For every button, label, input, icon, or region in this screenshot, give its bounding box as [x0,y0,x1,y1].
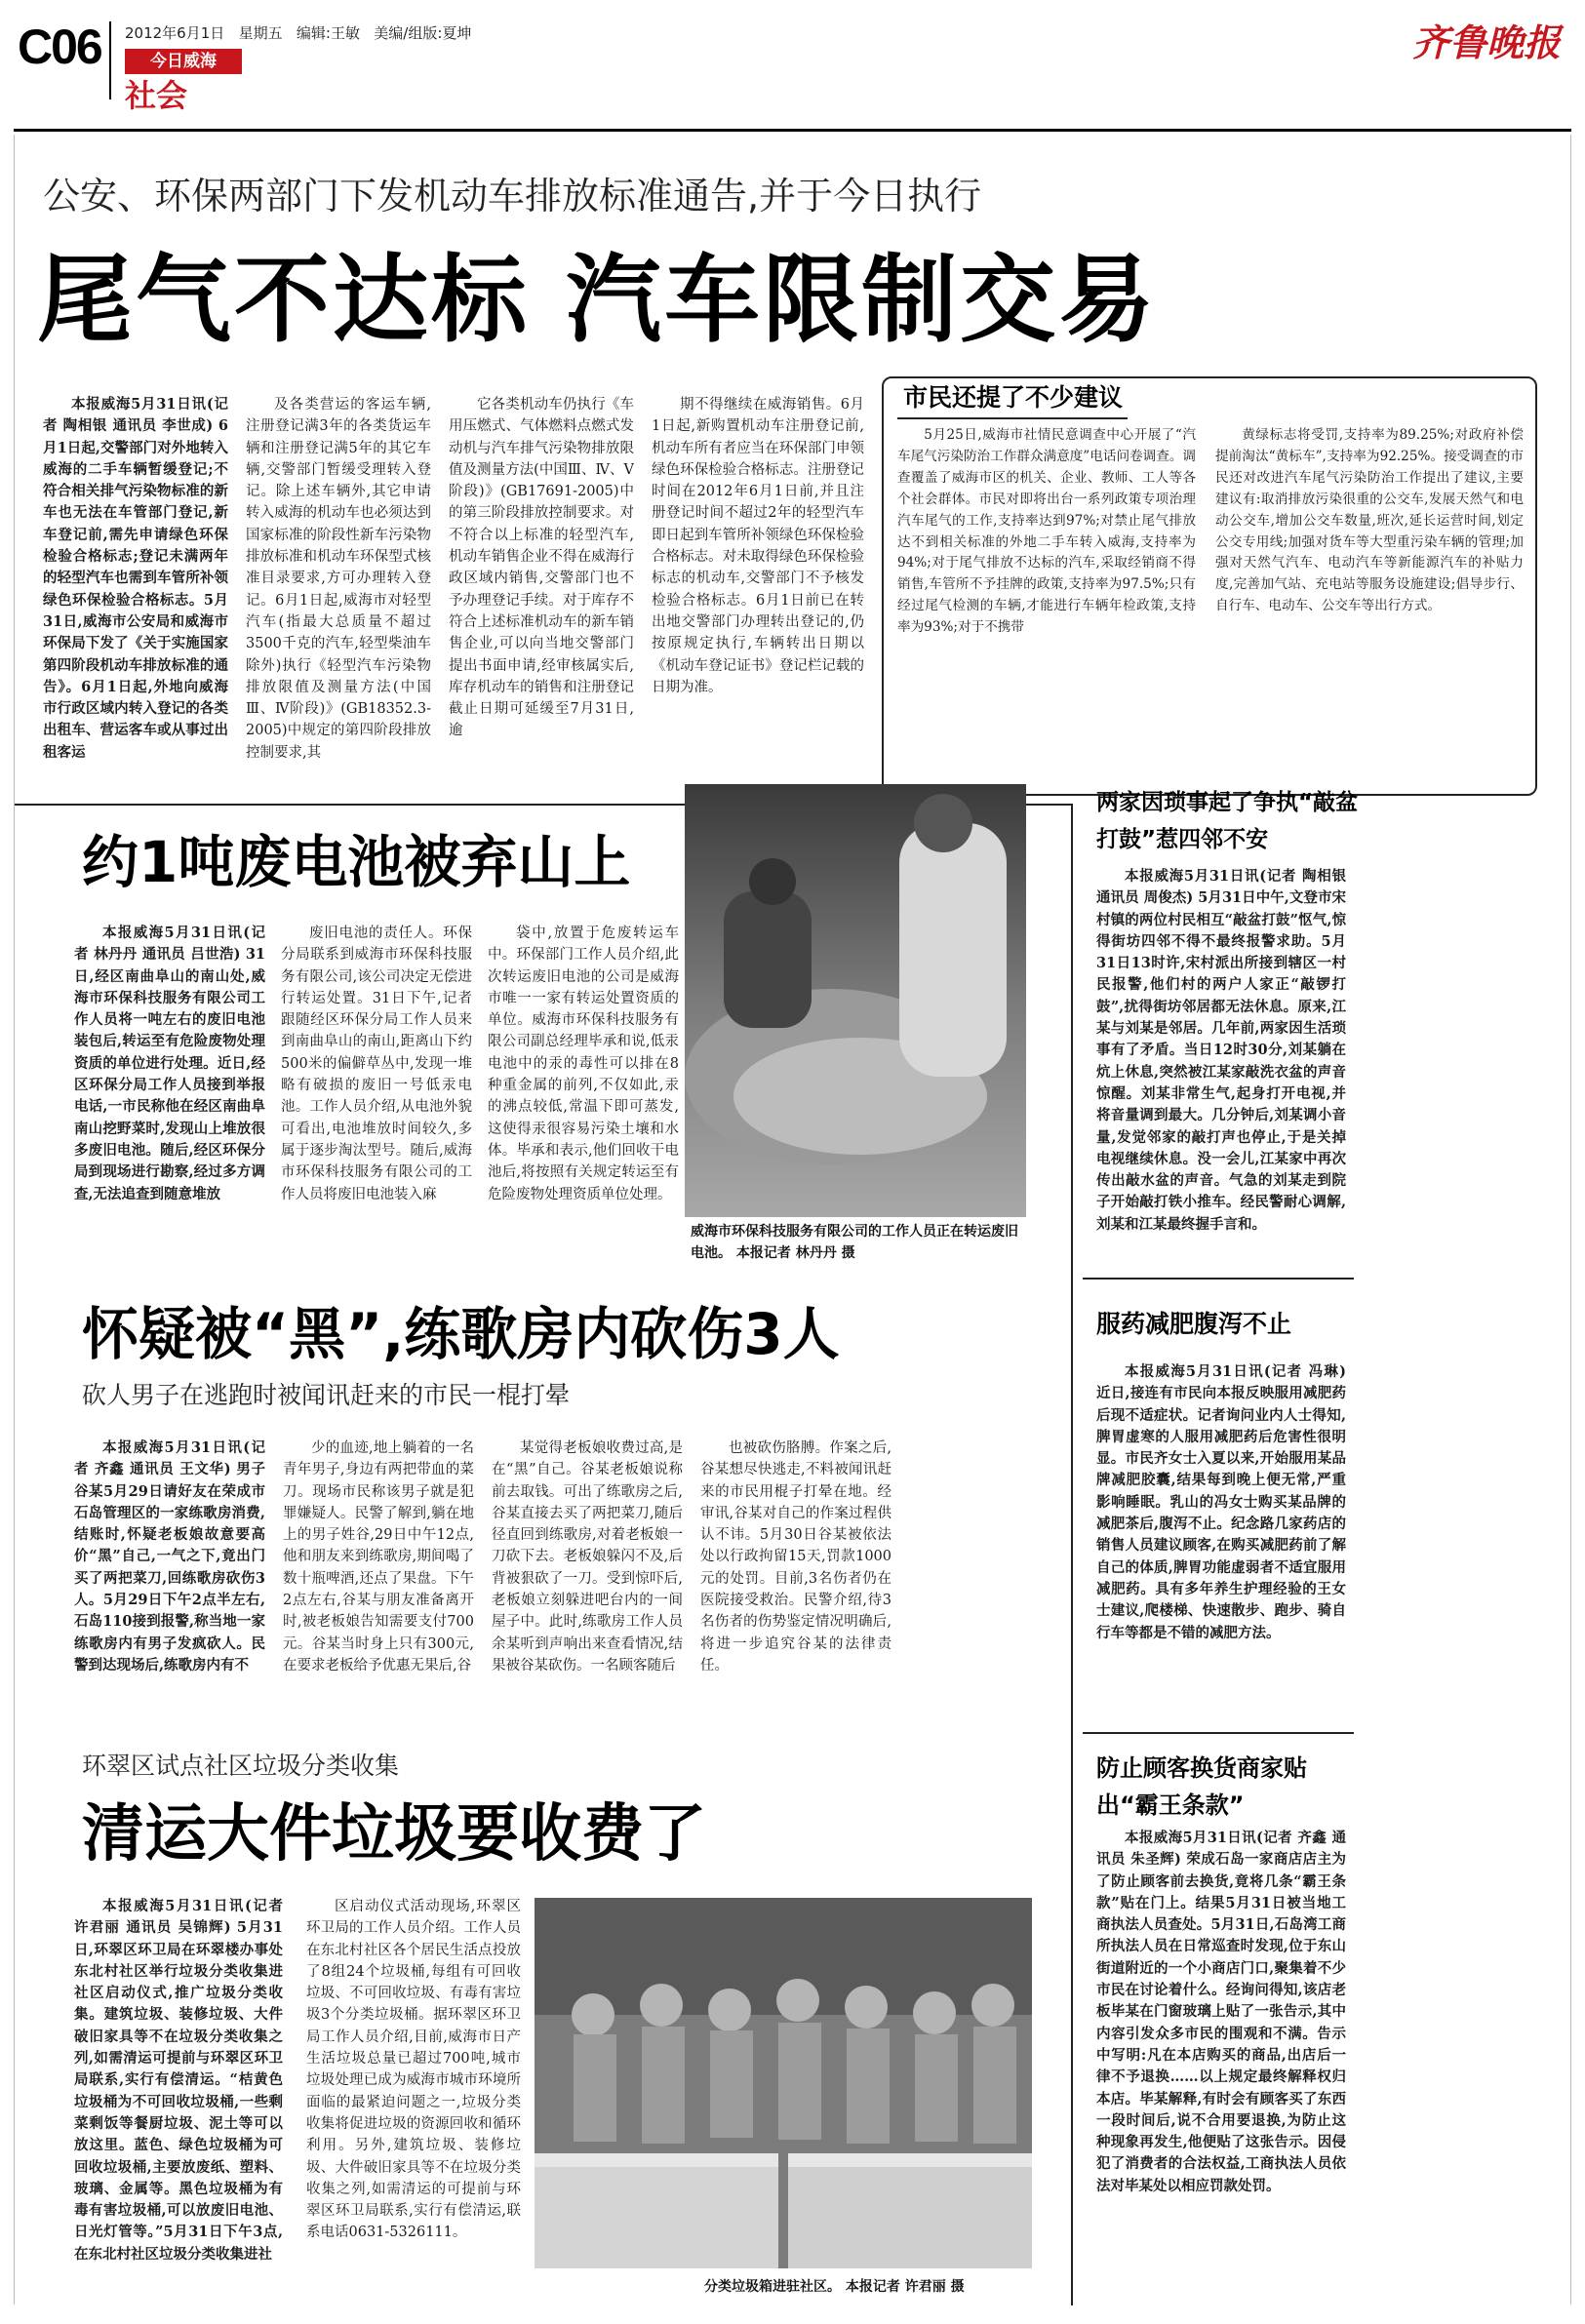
story2-column-2: 废旧电池的责任人。环保分局联系到威海市环保科技服务有限公司,该公司决定无偿进行转运处置。31日下午,记者跟随经区环保分局工作人员来到南曲阜山的南山,距离山下约500米的偏僻草丛中,发现一堆略有破损的废旧一号低汞电池。工作人员介绍,从电池外貌可看出,电池堆放时间较久,多属于逐步淘汰型号。随后,威海市环保科技服务有限公司的工作人员将废旧电池装入麻 [281,926,472,1202]
paper-logo: 齐鲁晚报 [1411,20,1561,64]
page-header [0,0,1585,125]
story2-column-3: 袋中,放置于危废转运车中。环保部门工作人员介绍,此次转运废旧电池的公司是威海市唯一一家有转运处置资质的单位。威海市环保科技服务有限公司副总经理毕承和说,低汞电池中的汞的毒性可以排在8种重金属的前列,不仅如此,汞的沸点较低,常温下即可蒸发,这使得汞很容易污染土壤和水体。毕承和表示,他们回收干电池后,将按照有关规定转运至有危险废物处理资质单位处理。 [488,926,679,1202]
story1-column-2: 及各类营运的客运车辆,注册登记满3年的各类货运车辆和注册登记满5年的其它车辆,交警部门暂缓受理转入登记。除上述车辆外,其它申请转入威海的机动车也必须达到国家标准的阶段性新车污染物排放标准和机动车环保型式核准目录要求,方可办理转入登记。6月1日起,威海市对轻型汽车(指最大总质量不超过3500千克的汽车,轻型柴油车除外)执行《轻型汽车污染物排放限值及测量方法(中国Ⅲ、Ⅳ阶段)》(GB18352.3-2005)中规定的第四阶段排放控制要求,其 [246,397,431,761]
section-name: 社会 [125,77,188,114]
battery-photo [685,784,1026,1217]
garbage-bin-photo-caption: 分类垃圾箱进驻社区。 本报记者 许君丽 摄 [704,2279,965,2295]
story4-column-2: 区启动仪式活动现场,环翠区环卫局的工作人员介绍。工作人员在东北村社区各个居民生活点投放了8组24个垃圾桶,每组有可回收垃圾、不可回收垃圾、有毒有害垃圾3个分类垃圾桶。据环翠区环卫局工作人员介绍,目前,威海市日产生活垃圾总量已超过700吨,城市垃圾处理已成为威海市城市环境所面临的最紧迫问题之一,垃圾分类收集将促进垃圾的资源回收和循环利用。另外,建筑垃圾、装修垃圾、大件破旧家具等不在垃圾分类收集之列,如需清运的可提前与环翠区环卫局联系,实行有偿清运,联系电话0631-5326111。 [306,1899,521,2241]
story1-column-3: 它各类机动车仍执行《车用压燃式、气体燃料点燃式发动机与汽车排气污染物排放限值及测量方法(中国Ⅲ、Ⅳ、Ⅴ阶段)》(GB17691-2005)中的第三阶段排放控制要求。对不符合以上标准的轻型汽车,机动车销售企业不得在威海行政区域内销售,交警部门也不予办理登记手续。对于库存不符合上述标准机动车的新车销售企业,可以向当地交警部门提出书面申请,经审核属实后,库存机动车的销售和注册登记截止日期可延缓至7月31日,逾 [449,397,634,739]
page-number: C06 [18,20,101,74]
story3-subhead: 砍人男子在逃跑时被闻讯赶来的市民一棍打晕 [82,1381,571,1409]
sidebar-suggestions-col1: 5月25日,威海市社情民意调查中心开展了“汽车尾气污染防治工作群众满意度”电话问卷调查。调查覆盖了威海市区的机关、企业、教师、工人等各个社会群体。市民对即将出台一系列政策专项治理汽车尾气的工作,支持率达到97%;对禁止尾气排放达不到相关标准的外地二手车转入威海,支持率为94%;对于尾气排放不达标的汽车,采取经销商不得销售,车管所不予挂牌的政策,支持率为97.5%;只有经过尾气检测的车辆,才能进行车辆年检政策,支持率为93%;对于不携带 [897,427,1196,636]
sidebar-suggestions-title: 市民还提了不少建议 [903,383,1124,412]
section-tag: 今日威海 [125,49,242,74]
story4-kicker: 环翠区试点社区垃圾分类收集 [82,1752,400,1780]
header-designer: 美编/组版:夏坤 [374,24,472,42]
sidebar-diet-bottom-rule [1083,1732,1354,1734]
sidebar-overlord-headline: 防止顾客换货商家贴出“霸王条款” [1096,1754,1307,1819]
battery-photo-image [685,784,1026,1217]
story2-headline: 约1吨废电池被弃山上 [82,829,631,895]
story3-headline: 怀疑被“黑”,练歌房内砍伤3人 [82,1301,840,1367]
story1-kicker: 公安、环保两部门下发机动车排放标准通告,并于今日执行 [43,175,982,217]
sidebar-diet-headline: 服药减肥腹泻不止 [1096,1310,1292,1338]
sidebar-overlord-body: 本报威海5月31日讯(记者 齐鑫 通讯员 朱圣辉) 荣成石岛一家商店店主为了防止顾客前去换货,竟将几条“霸王条款”贴在门上。结果5月31日被当地工商执法人员查处。5月31日,石岛湾工商所执法人员在日常巡查时发现,位于东山街道附近的一个小商店门口,聚集着不少市民在讨论着什么。经询问得知,该店老板毕某在门窗玻璃上贴了一张告示,其中内容引发众多市民的围观和不满。告示中写明:凡在本店购买的商品,出店后一律不予退换……以上规定最终解释权归本店。毕某解释,有时会有顾客买了东西一段时间后,说不合用要退换,为防止这种现象再发生,他便贴了这张告示。因侵犯了消费者的合法权益,工商执法人员依法对毕某处以相应罚款处罚。 [1096,1830,1346,2194]
header-divider [109,21,111,99]
right-column-divider [1071,804,1073,2305]
garbage-bin-photo-image [535,1898,1032,2268]
story3-column-2: 少的血迹,地上躺着的一名青年男子,身边有两把带血的菜刀。现场市民称该男子就是犯罪嫌疑人。民警了解到,躺在地上的男子姓谷,29日中午12点,他和朋友来到练歌房,期间喝了数十瓶啤酒,还点了果盘。下午2点左右,谷某与朋友准备离开时,被老板娘告知需要支付700元。谷某当时身上只有300元,在要求老板给予优惠无果后,谷 [283,1440,474,1674]
sidebar-diet-body: 本报威海5月31日讯(记者 冯琳) 近日,接连有市民向本报反映服用减肥药后现不适症状。记者询问业内人士得知,脾胃虚寒的人服用减肥药后危害性很明显。市民齐女士入夏以来,开始服用某品牌减肥胶囊,结果每到晚上便无常,严重影响睡眠。乳山的冯女士购买某品牌的减肥茶后,腹泻不止。纪念路几家药店的销售人员建议顾客,在购买减肥药前了解自己的体质,脾胃功能虚弱者不适宜服用减肥药。具有多年养生护理经验的王女士建议,爬楼梯、快速散步、跑步、骑自行车等都是不错的减肥方法。 [1096,1363,1346,1641]
story3-column-3: 某觉得老板娘收费过高,是在“黑”自己。谷某老板娘说称前去取钱。可出了练歌房之后,谷某直接去买了两把菜刀,随后径直回到练歌房,对着老板娘一刀砍下去。老板娘躲闪不及,后背被狠砍了一刀。受到惊吓后,老板娘立刻躲进吧台内的一间屋子中。此时,练歌房工作人员余某听到声响出来查看情况,结果被谷某砍伤。一名顾客随后 [492,1440,683,1674]
battery-photo-caption: 威海市环保科技服务有限公司的工作人员正在转运废旧电池。 本报记者 林丹丹 摄 [691,1224,1018,1261]
story1-headline: 尾气不达标 汽车限制交易 [37,245,1158,356]
sidebar-title-rule [897,417,1128,419]
story1-column-1: 本报威海5月31日讯(记者 陶相银 通讯员 李世成) 6月1日起,交警部门对外地转入威海的二手车辆暂缓登记;不符合相关排气污染物标准的新车也无法在车管部门登记,新车登记前,需先申请绿色环保检验合格标志;登记未满两年的轻型汽车也需到车管所补领绿色环保检验合格标志。5月31日,威海市公安局和威海市环保局下发了《关于实施国家第四阶段机动车排放标准的通告》。6月1日起,外地向威海市行政区域内转入登记的各类出租车、营运客车或从事过出租客运 [43,396,228,761]
story3-column-1: 本报威海5月31日讯(记者 齐鑫 通讯员 王文华) 男子谷某5月29日请好友在荣成市石岛管理区的一家练歌房消费,结账时,怀疑老板娘故意要高价“黑”自己,一气之下,竟出门买了两把菜刀,回练歌房砍伤3人。5月29日下午2点半左右,石岛110接到报警,称当地一家练歌房内有男子发疯砍人。民警到达现场后,练歌房内有不 [74,1439,265,1674]
header-date: 2012年6月1日 [125,24,225,42]
sidebar-neighbors-headline: 两家因琐事起了争执“敲盆打鼓”惹四邻不安 [1096,790,1359,852]
header-meta [125,23,471,43]
sidebar-neighbors-body: 本报威海5月31日讯(记者 陶相银 通讯员 周俊杰) 5月31日中午,文登市宋村镇的两位村民相互“敲盆打鼓”怄气,惊得街坊四邻不得不最终报警求助。5月31日13时许,宋村派出所接到辖区一村民报警,他们村的两户人家正“敲锣打鼓”,扰得街坊邻居都无法休息。原来,江某与刘某是邻居。几年前,两家因生活琐事有了矛盾。当日12时30分,刘某躺在炕上休息,突然被江某家敲洗衣盆的声音惊醒。刘某非常生气,起身打开电视,并将音量调到最大。几分钟后,刘某调小音量,发觉邻家的敲打声也停止,于是关掉电视继续休息。没一会儿,江某家中再次传出敲水盆的声音。气急的刘某走到院子开始敲打铁小推车。经民警耐心调解,刘某和江某最终握手言和。 [1096,868,1346,1233]
header-rule [14,129,1571,132]
sidebar-suggestions [882,376,1537,796]
header-weekday: 星期五 [238,24,283,42]
sidebar-suggestions-col2: 黄绿标志将受罚,支持率为89.25%;对政府补偿提前淘汰“黄标车”,支持率为92.25%。接受调查的市民还对改进汽车尾气污染防治工作提出了建议,主要建议有:取消排放污染很重的公交车,发展天然气和电动公交车,增加公交车数量,班次,延长运营时间,划定公交专用线;加强对货车等大型重污染车辆的管理;加强对天然气汽车、电动汽车等新能源汽车的补贴力度,完善加气站、充电站等服务设施建设;倡导步行、自行车、电动车、公交车等出行方式。 [1215,427,1524,614]
sidebar-neighbors-bottom-rule [1083,1278,1354,1280]
frame-right-rule [1570,135,1571,2304]
garbage-bin-photo [535,1898,1032,2268]
story4-headline: 清运大件垃圾要收费了 [82,1798,706,1871]
story1-column-4: 期不得继续在威海销售。6月1日起,新购置机动车注册登记前,机动车所有者应当在环保部门申领绿色环保检验合格标志。注册登记时间在2012年6月1日前,并且注册登记时间不超过2年的轻型汽车即日起到车管所补领绿色环保检验合格标志。对未取得绿色环保检验标志的机动车,交警部门不予核发检验合格标志。6月1日前已在转出地交警部门办理转出登记的,仍按原规定执行,车辆转出日期以《机动车登记证书》登记栏记载的日期为准。 [652,397,864,695]
story2-column-1: 本报威海5月31日讯(记者 林丹丹 通讯员 吕世浩) 31日,经区南曲阜山的南山处,威海市环保科技服务有限公司工作人员将一吨左右的废旧电池装包后,转运至有危险废物处理资质的单位进行处理。近日,经区环保分局工作人员接到举报电话,一市民称他在经区南曲阜南山挖野菜时,发现山上堆放很多废旧电池。随后,经区环保分局到现场进行勘察,经过多方调查,无法追查到随意堆放 [74,925,265,1202]
frame-left-rule [14,135,15,2304]
story4-column-1: 本报威海5月31日讯(记者 许君丽 通讯员 吴锦辉) 5月31日,环翠区环卫局在环翠楼办事处东北村社区举行垃圾分类收集进社区启动仪式,推广垃圾分类收集。建筑垃圾、装修垃圾、大件破旧家具等不在垃圾分类收集之列,如需清运可提前与环翠区环卫局联系,实行有偿清运。“桔黄色垃圾桶为不可回收垃圾桶,一些剩菜剩饭等餐厨垃圾、泥土等可以放这里。蓝色、绿色垃圾桶为可回收垃圾桶,主要放废纸、塑料、玻璃、金属等。黑色垃圾桶为有毒有害垃圾桶,可以放废旧电池、日光灯管等。”5月31日下午3点,在东北村社区垃圾分类收集进社 [74,1898,283,2263]
header-editor: 编辑:王敏 [296,24,360,42]
story3-column-4: 也被砍伤胳膊。作案之后,谷某想尽快逃走,不料被闻讯赶来的市民用棍子打晕在地。经审讯,谷某对自己的作案过程供认不讳。5月30日谷某被依法处以行政拘留15天,罚款1000元的处罚。目前,3名伤者仍在医院接受救治。民警介绍,待3名伤者的伤势鉴定情况明确后,将进一步追究谷某的法律责任。 [700,1440,892,1674]
